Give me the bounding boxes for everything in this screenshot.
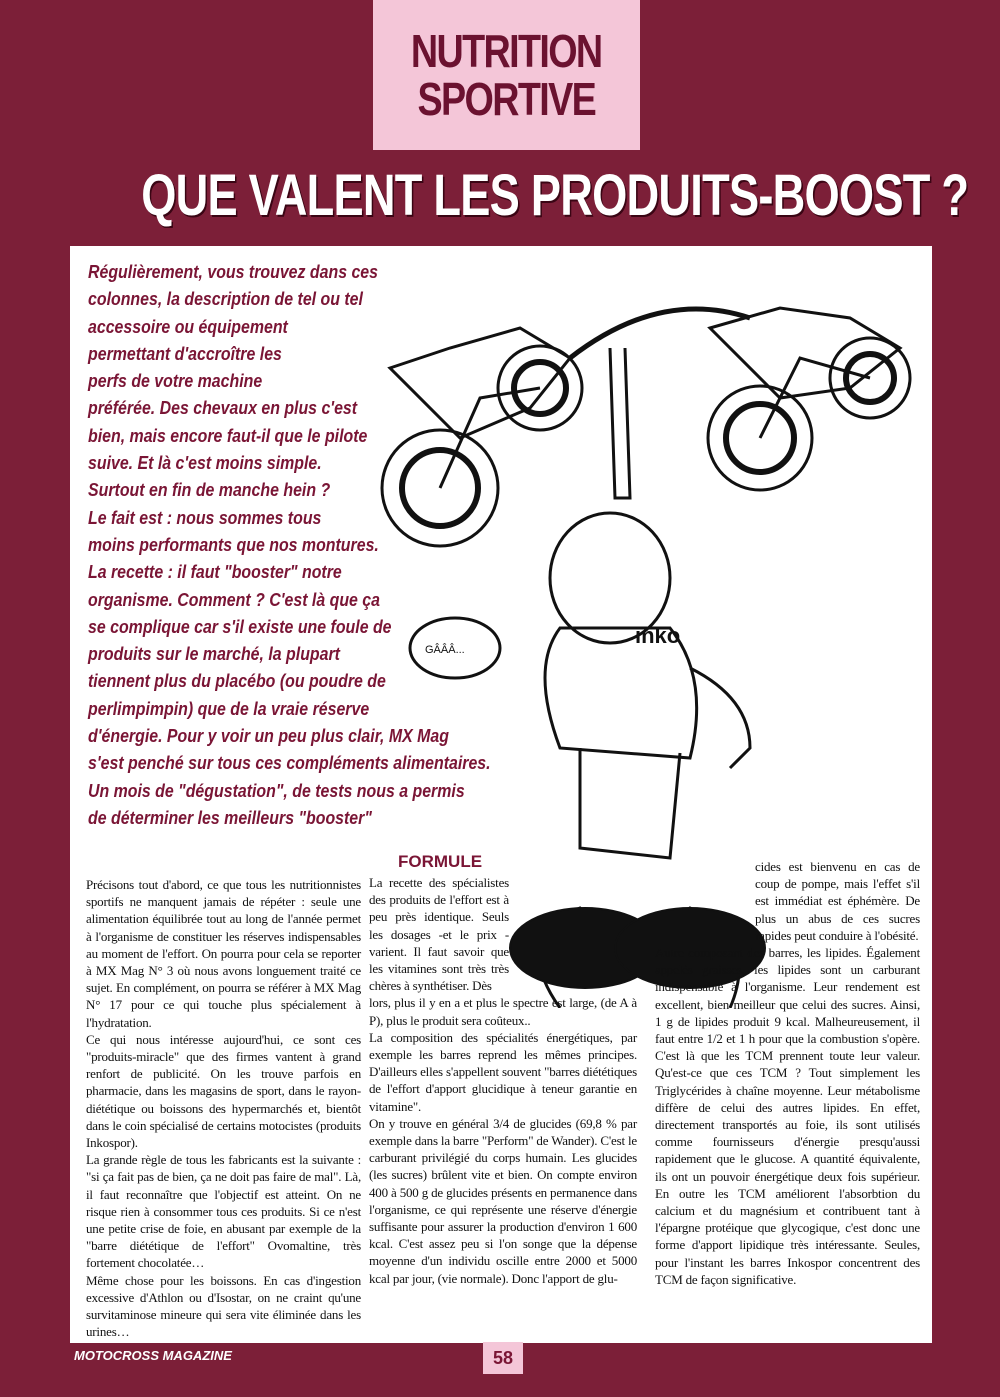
headline: QUE VALENT LES PRODUITS-BOOST ? (141, 163, 969, 228)
intro-line: Régulièrement, vous trouvez dans ces (88, 261, 379, 282)
col1-paragraph: Même chose pour les boissons. En cas d'ingestion excessive d'Athlon ou d'Isostar, on ne craint qu'une survitaminose mineure qui sera vite éliminée dans les urines… (86, 1272, 361, 1340)
intro-line: moins performants que nos montures. (88, 533, 379, 555)
col1-paragraph: Précisons tout d'abord, ce que tous les nutritionnistes sportifs ne manquent jamais de répéter : seule une alimentation équilibrée tout au long de l'année permet à l'organisme de constituer les réserves indispensables au moment de l'effort. On pourra pour cela se reporter à MX Mag N° 3 où nous avons longuement traité ce sujet. En complément, on pourra se référer à MX Mag N° 17 pour ce qui touche plus spécialement à l'hydratation. (86, 877, 361, 1030)
col2-paragraph: lors, plus il y en a et plus le spectre est large, (de A à P), plus le produit sera coûteux.. (369, 995, 637, 1028)
intro-line: se complique car s'il existe une foule de (88, 615, 392, 637)
intro-line: produits sur le marché, la plupart (88, 643, 340, 665)
intro-line: préférée. Des chevaux en plus c'est (88, 397, 358, 419)
section-tab (373, 0, 640, 150)
speech-text: GÂÂÂ... (425, 644, 465, 656)
col2-paragraph: On y trouve en général 3/4 de glucides (69,8 % par exemple dans la barre "Perform" de Wander). C'est le carburant privilégié du corps humain. Les glucides (les sucres) brûlent vite et bien. On compte environ 400 à 500 g de glucides présents en permanence dans l'organisme, ce qui représente une réserve d'énergie suffisante pour assurer la production d'environ 1 600 kcal. C'est assez peu si l'on songe que la dépense moyenne d'un individu oscille entre 2000 et 5000 kcal par jour, (vie normale). Donc l'apport de glu- (369, 1115, 637, 1286)
intro-line: tiennent plus du placébo (ou poudre de (88, 670, 386, 692)
column-1 (86, 876, 361, 1340)
intro-line: Surtout en fin de manche hein ? (88, 479, 331, 501)
subheading-formule: FORMULE (398, 852, 483, 871)
section-tab-line1: NUTRITION (411, 25, 602, 77)
col1-paragraph: La grande règle de tous les fabricants est la suivante : "si ça fait pas de bien, ça ne doit pas faire de mal". Là, il faut reconnaître que l'objectif est atteint. On ne risque rien à consommer tous ces produits. Si ce n'est une petite crise de foie, en abusant par exemple de la "barre diététique de l'effort" Ovomaltine, très fortement chocolatée… (86, 1152, 361, 1271)
intro-line: permettant d'accroître les (88, 342, 282, 364)
intro-line: La recette : il faut "booster" notre (88, 561, 342, 583)
section-tab-line2: SPORTIVE (417, 73, 596, 125)
intro-line: s'est penché sur tous ces compléments alimentaires. (88, 752, 491, 774)
col2-narrow-paragraph: La recette des spécialistes des produits de l'effort est à peu près identique. Seuls les dosages -et le prix - varient. Il faut savoir que les vitamines sont très très chères à synthétiser. Dès (369, 875, 509, 994)
column-3 (655, 858, 920, 1288)
intro-line: d'énergie. Pour y voir un peu plus clair, MX Mag (88, 725, 449, 747)
col3-paragraph: Autre composant des barres, les lipides. Également appelés graisses, les lipides sont un carburant indispensable à l'organisme. Leur rendement est excellent, bien meilleur que celui des sucres. Ainsi, 1 g de lipides produit 9 kcal. Malheureusement, il faut entre 1/2 et 1 h pour que la combustion s'opère. C'est là que les TCM prennent toute leur valeur. Qu'est-ce que ces TCM ? Tout simplement les Triglycérides à chaîne moyenne. Leur métabolisme diffère de celui des autres lipides. En effet, directement transportés au foie, ils sont utilisés comme fournisseurs d'énergie presqu'aussi rapidement que le glucose. A quantité équivalente, ils ont un pouvoir énergétique deux fois supérieur. En outre les TCM améliorent l'absorbtion du calcium et du magnésium et contribuent tant à l'épargne protéique que glycogique, c'est donc une forme d'apport lipidique très intéressante. Seules, pour l'instant les barres Inkospor concentrent des TCM de façon significative. (655, 945, 920, 1287)
col2-paragraph: La composition des spécialités énergétiques, par exemple les barres reprend les mêmes principes. D'ailleurs elles s'appellent souvent "barres diététiques de l'effort d'apport glucidique à teneur garantie en vitamine". (369, 1029, 637, 1114)
intro-line: de déterminer les meilleurs "booster" (88, 806, 372, 828)
shirt-text: inko (635, 623, 681, 648)
col1-paragraph: Ce qui nous intéresse aujourd'hui, ce sont ces "produits-miracle" que des firmes vantent à grand renfort de publicité. On les trouve parfois en pharmacie, dans les magasins de sport, dans le rayon-diététique ou boissons des hypermarchés et, bientôt dans le coin spécialisé de certains motocistes (produits Inkospor). (86, 1031, 361, 1151)
intro-line: accessoire ou équipement (88, 315, 288, 337)
intro-line: perfs de votre machine (88, 370, 263, 392)
intro-line: bien, mais encore faut-il que le pilote (88, 424, 368, 446)
intro-line: colonnes, la description de tel ou tel (88, 288, 363, 310)
intro-line: suive. Et là c'est moins simple. (88, 452, 322, 474)
magazine-name: MOTOCROSS MAGAZINE (74, 1348, 232, 1363)
intro-line: Un mois de "dégustation", de tests nous a permis (88, 779, 465, 801)
col3-paragraph: cides est bienvenu en cas de coup de pompe, mais l'effet s'il est immédiat est éphémère. De plus un abus de ces sucres rapides peut conduire à l'obésité. (755, 859, 920, 943)
column-2 (369, 874, 637, 1287)
intro-line: perlimpimpin) que de la vraie réserve (88, 697, 370, 719)
page-number: 58 (483, 1342, 523, 1374)
intro-line: Le fait est : nous sommes tous (88, 506, 322, 528)
intro-line: organisme. Comment ? C'est là que ça (88, 588, 381, 610)
